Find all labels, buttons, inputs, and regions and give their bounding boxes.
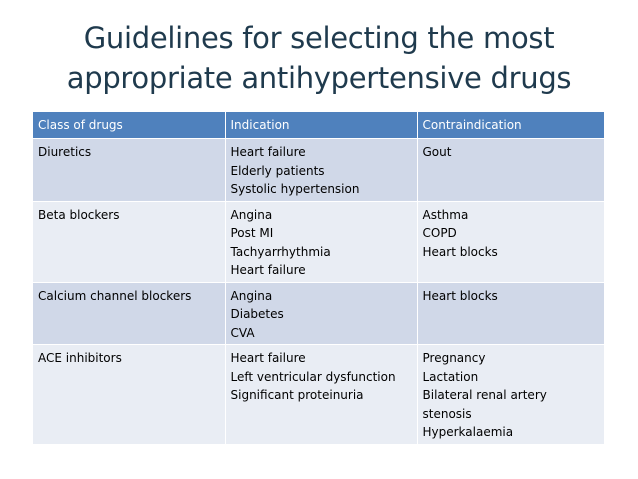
table-row [33,282,604,345]
cell-indication [225,345,417,444]
indication-item: Heart failure [230,145,306,159]
indication-item: Heart failure [230,351,306,365]
indication-item: CVA [230,325,255,340]
indication-item: Angina [230,207,273,222]
contraindication-item: Bilateral renal artery [422,388,547,402]
contraindication-item: Heart blocks [422,244,498,259]
indication-item: Heart failure [230,263,306,277]
cell-contraindication [417,139,604,202]
indication-item: Elderly patients [230,163,325,178]
cell-indication [225,201,417,282]
cell-class: Diuretics [33,139,225,202]
cell-contraindication [417,201,604,282]
cell-contraindication [417,282,604,345]
contraindication-item: Gout [422,145,452,159]
table-row [33,345,604,444]
slide-title-line-2: appropriate antihypertensive drugs [66,61,572,95]
contraindication-item: Pregnancy [422,351,486,365]
table-row [33,139,604,202]
contraindication-item: Asthma [422,207,469,222]
table-row [33,201,604,282]
cell-class: Beta blockers [33,201,225,282]
indication-item: Significant proteinuria [230,388,364,402]
slide-title [0,18,638,98]
table-header-row [33,112,604,139]
cell-class: Calcium channel blockers [33,282,225,345]
contraindication-item: Heart blocks [422,288,498,303]
header-contraindication: Contraindication [417,112,604,139]
contraindication-item: Lactation [422,369,479,384]
drug-guidelines-table [33,112,604,444]
cell-contraindication [417,345,604,444]
indication-item: Angina [230,288,273,303]
indication-item: Tachyarrhythmia [230,244,331,259]
indication-item: Diabetes [230,307,284,321]
contraindication-item: COPD [422,226,457,240]
indication-item: Systolic hypertension [230,182,360,196]
cell-indication [225,139,417,202]
header-indication: Indication [225,112,417,139]
contraindication-item: Hyperkalaemia [422,425,514,439]
indication-item: Post MI [230,226,274,240]
indication-item: Left ventricular dysfunction [230,369,396,384]
contraindication-item: stenosis [422,406,472,421]
cell-indication [225,282,417,345]
slide-title-line-1: Guidelines for selecting the most [83,21,555,55]
header-class-of-drugs: Class of drugs [33,112,225,139]
cell-class: ACE inhibitors [33,345,225,444]
